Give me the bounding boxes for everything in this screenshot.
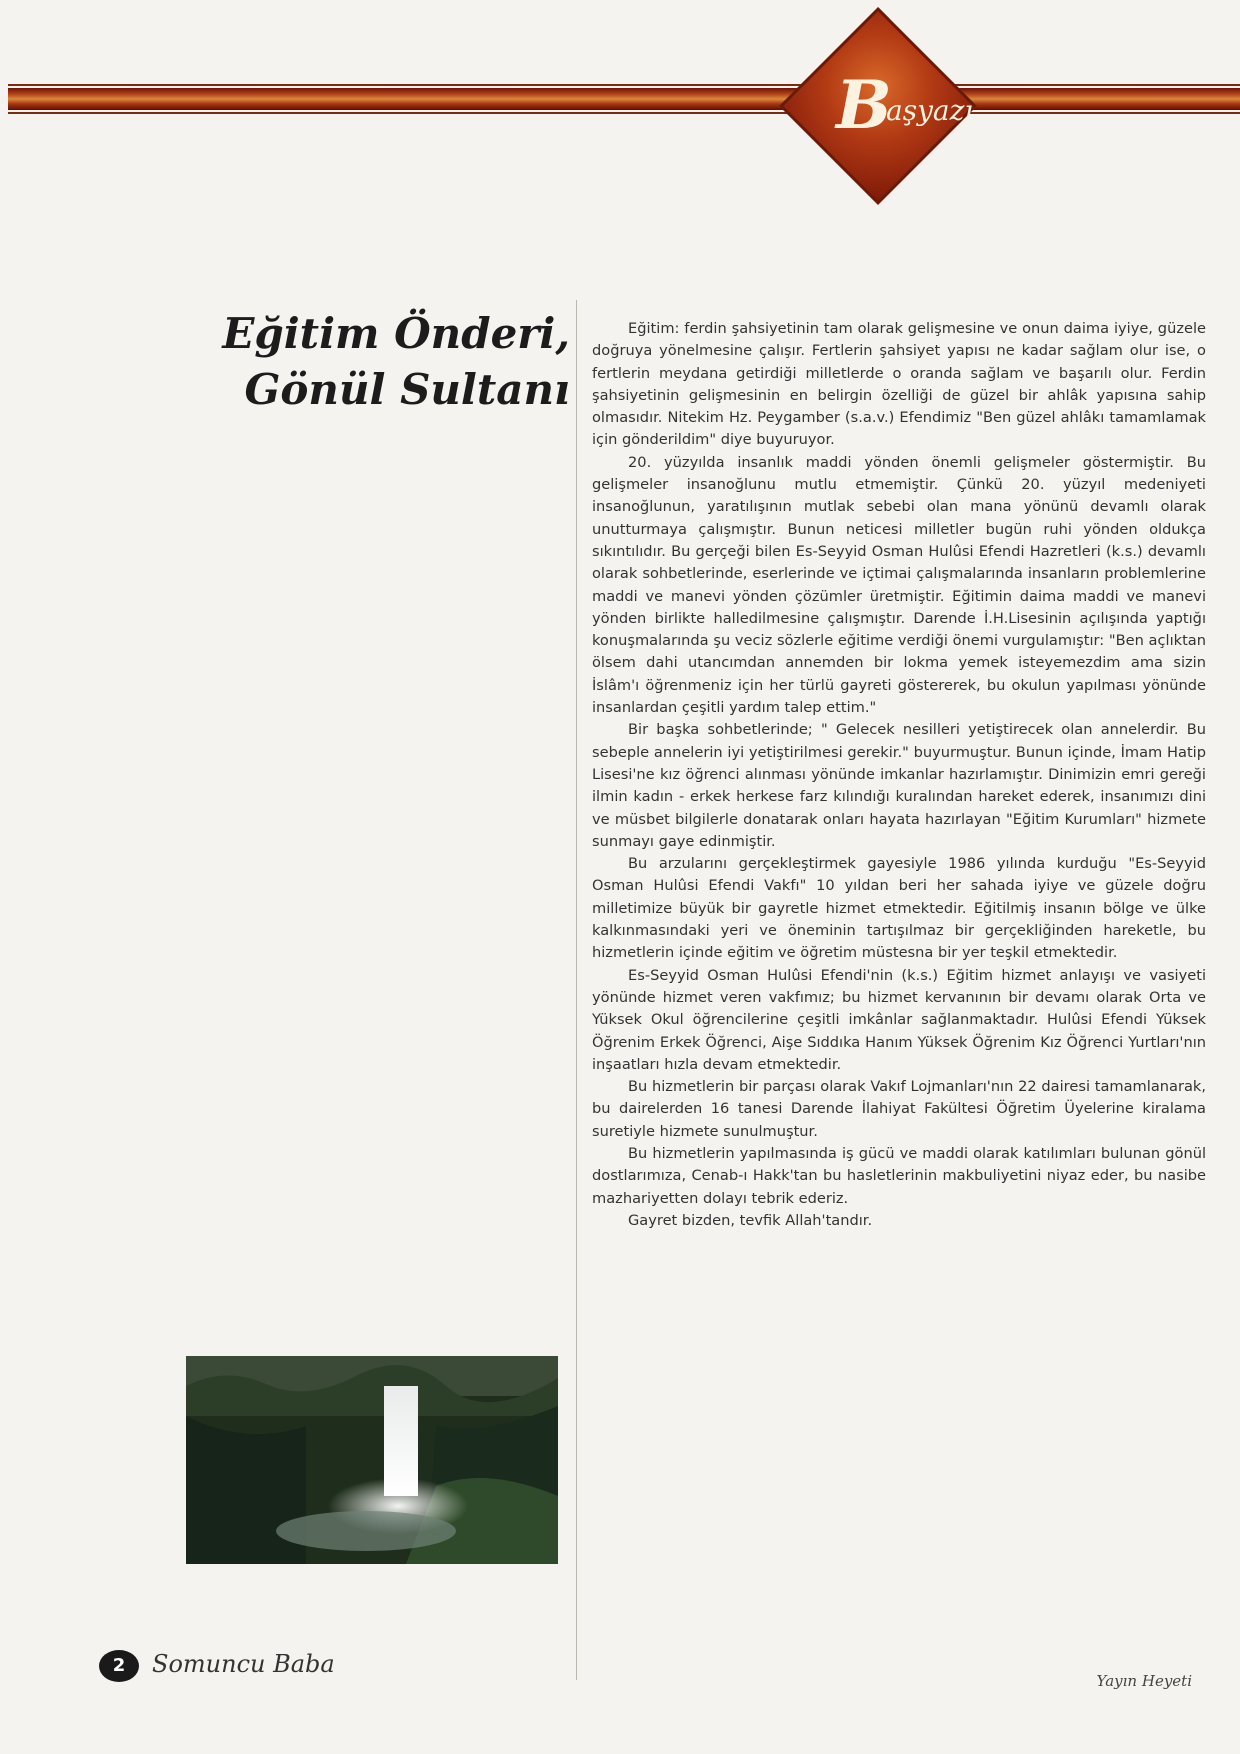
waterfall-photo [186,1356,558,1564]
page-number-badge: 2 [99,1650,139,1682]
article-paragraph: Es-Seyyid Osman Hulûsi Efendi'nin (k.s.) Eğitim hizmet anlayışı ve vasiyeti yönünde hizmet veren vakfımız; bu hizmet kervanının bir devamı olarak Orta ve Yüksek Okul öğrencilerine çeşitli imkânlar sağlanmaktadır. Hulûsi Efendi Yüksek Öğrenim Erkek Öğrenci, Aişe Sıddıka Hanım Yüksek Öğrenim Kız Öğrenci Yurtları'nın inşaatları hızla devam etmektedir. [592,966,1206,1073]
article-title [160,306,570,418]
header-band-top-line [8,84,1240,86]
signature: Yayın Heyeti [1096,1672,1192,1690]
section-label [836,66,1016,152]
article-paragraph: 20. yüzyılda insanlık maddi yönden önemli gelişmeler göstermiştir. Bu gelişmeler insanoğlunu mutlu etmemiştir. Çünkü 20. yüzyıl medeniyeti insanoğlunun, yaratılışının mutlak sebebi olan mana yönünü devamlı olarak unutturmaya çalışmıştır. Bunun neticesi milletler bugün ruhi yönden oldukça sıkıntılıdır. Bu gerçeği bilen Es-Seyyid Osman Hulûsi Efendi Hazretleri (k.s.) devamlı olarak sohbetlerinde, eserlerinde ve içtimai çalışmalarında insanların problemlerine maddi ve manevi yönden çözümler üretmiştir. Eğitimin daima maddi ve manevi yönden birlikte halledilmesine çalışmıştır. Darende İ.H.Lisesinin açılışında yaptığı konuşmalarında şu veciz sözlerle eğitime verdiği önemi vurgulamıştır: "Ben açlıktan ölsem dahi utancımdan annemden bir lokma yemek isteyemezdim ama sizin İslâm'ı öğrenmeniz için her türlü gayreti göstererek, bu okulun yapılması yönünde insanlardan çeşitli yardım talep ettim." [592,453,1206,717]
section-label-rest: aşyazı [886,94,974,127]
column-divider [576,300,577,1680]
article-paragraph: Bu hizmetlerin bir parçası olarak Vakıf Lojmanları'nın 22 dairesi tamamlanarak, bu dairelerden 16 tanesi Darende İlahiyat Fakültesi Öğretim Üyelerine kiralama suretiyle hizmete sunulmuştur. [592,1078,1206,1140]
magazine-name: Somuncu Baba [152,1650,335,1678]
header-band [8,88,1240,110]
article-paragraph: Eğitim: ferdin şahsiyetinin tam olarak gelişmesine ve onun daima iyiye, güzele doğruya yönelmesine çalışır. Fertlerin şahsiyet yapısı ne kadar sağlam olur ise, o fertlerin meydana getirdiği milletlerde o oranda sağlam ve başarılı olur. Ferdin şahsiyetinin gelişmesinin en belirgin özelliği de güzel bir ahlâk yapısına sahip olmasıdır. Nitekim Hz. Peygamber (s.a.v.) Efendimiz "Ben güzel ahlâkı tamamlamak için gönderildim" diye buyuruyor. [592,320,1206,449]
article-paragraph: Bu arzularını gerçekleştirmek gayesiyle 1986 yılında kurduğu "Es-Seyyid Osman Hulûsi Efendi Vakfı" 10 yıldan beri her sahada iyiye ve güzele doğru milletimize büyük bir gayretle hizmet etmektedir. Eğitilmiş insanın bölge ve ülke kalkınmasındaki yeri ve öneminin tartışılmaz bir gerçekliğinden hareketle, bu hizmetlerin içinde eğitim ve öğretim müstesna bir yer teşkil etmektedir. [592,855,1206,962]
article-body [592,318,1206,1232]
article-title-line1: Eğitim Önderi, [222,309,570,358]
waterfall-image [186,1356,558,1564]
article-paragraph: Bu hizmetlerin yapılmasında iş gücü ve maddi olarak katılımları bulunan gönül dostlarımıza, Cenab-ı Hakk'tan bu hasletlerinin makbuliyetini niyaz eder, bu nasibe mazhariyetten dolayı tebrik ederiz. [592,1144,1206,1207]
article-paragraph: Gayret bizden, tevfik Allah'tandır. [628,1211,873,1229]
section-label-cap: B [836,66,892,144]
header-band-bottom-line [8,112,1240,114]
article-title-line2: Gönül Sultanı [244,365,570,414]
article-paragraph: Bir başka sohbetlerinde; " Gelecek nesilleri yetiştirecek olan annelerdir. Bu sebeple annelerin iyi yetiştirilmesi gerekir." buyurmuştur. Bunun içinde, İmam Hatip Lisesi'ne kız öğrenci alınması yönünde imkanlar hazırlamıştır. Dinimizin emri gereği ilmin kadın - erkek herkese farz kılındığı kuralından hareket ederek, insanımızı dini ve müsbet bilgilerle donatarak onları hayata hazırlayan "Eğitim Kurumları" hizmete sunmayı gaye edinmiştir. [592,721,1206,850]
